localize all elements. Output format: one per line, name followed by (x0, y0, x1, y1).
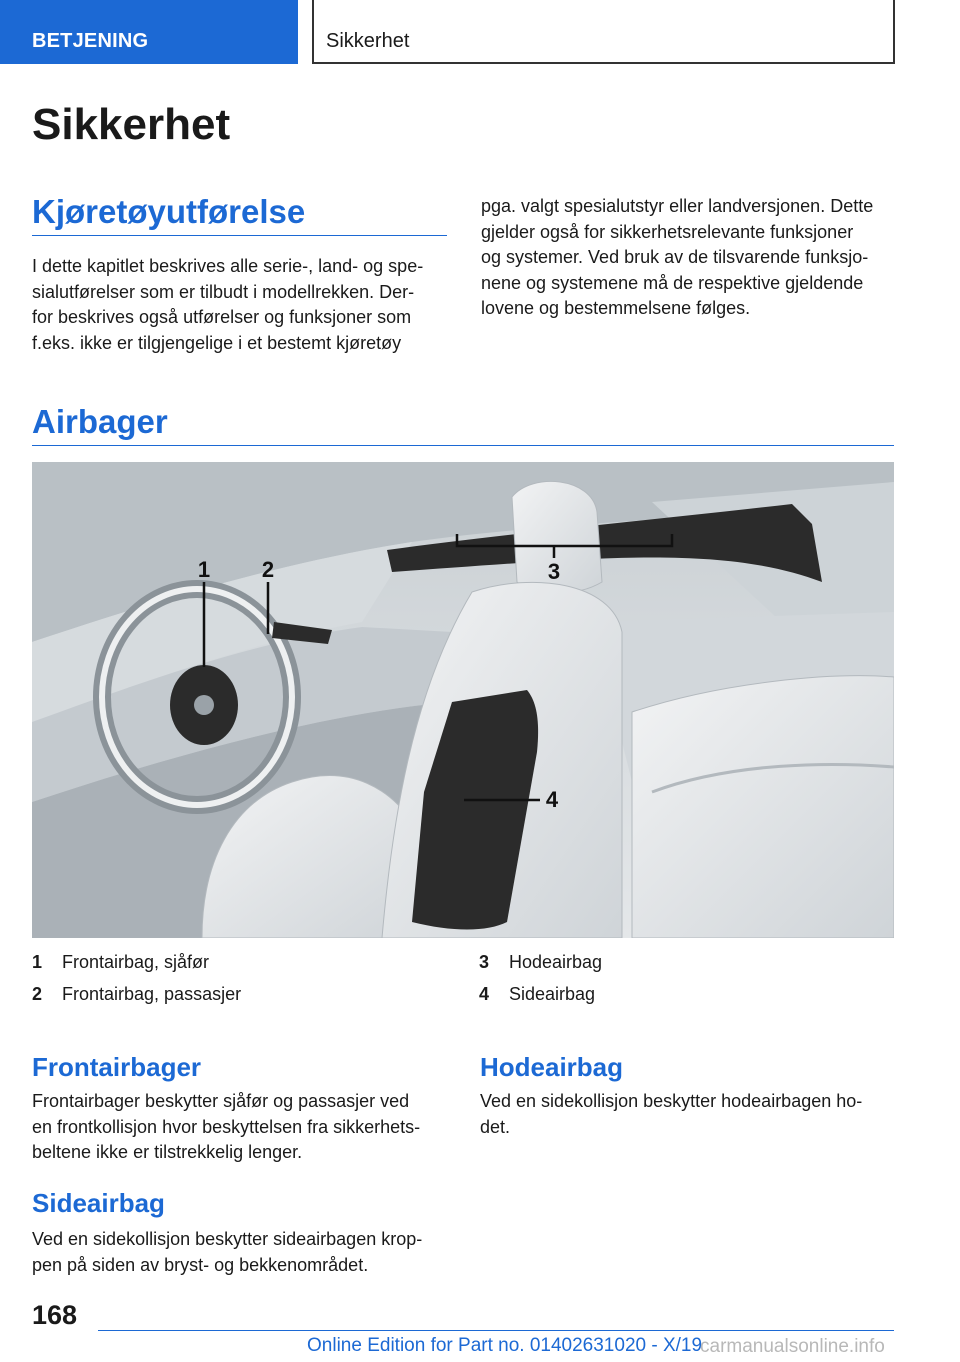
legend-left (32, 951, 452, 1011)
text-line: pga. valgt spesialutstyr eller landversjonen. Dette (481, 196, 874, 216)
callout-4: 4 (545, 787, 559, 812)
footer-rule (98, 1330, 894, 1331)
callout-2: 2 (261, 557, 275, 582)
text-line: Ved en sidekollisjon beskytter sideairbagen krop- (32, 1229, 423, 1249)
text-line: en frontkollisjon hvor beskyttelsen fra sikkerhets- (32, 1116, 421, 1137)
airbags-heading: Airbager (32, 403, 168, 440)
legend-label: Frontairbag, passasjer (62, 984, 242, 1004)
text-line: nene og systemene må de respektive gjeldende (481, 272, 864, 293)
legend-item (32, 983, 452, 1005)
watermark: carmanualsonline.info (700, 1336, 885, 1357)
text-line: beltene ikke er tilstrekkelig lenger. (32, 1142, 303, 1162)
vehicle-design-text-left (32, 254, 452, 356)
text-line: Ved en sidekollisjon beskytter hodeairbagen ho- (480, 1091, 863, 1111)
head-airbag-text (480, 1089, 900, 1140)
airbags-rule (32, 445, 894, 446)
legend-label: Frontairbag, sjåfør (62, 952, 210, 972)
side-airbag-text (32, 1227, 452, 1278)
text-line: I dette kapitlet beskrives alle serie-, land- og spe- (32, 256, 424, 276)
legend-item (479, 951, 899, 973)
page-title: Sikkerhet (32, 100, 231, 149)
vehicle-design-text-right (481, 194, 901, 322)
legend-number: 1 (32, 952, 43, 972)
airbag-interior-illustration (32, 462, 894, 938)
text-line: pen på siden av bryst- og bekkenområdet. (32, 1254, 369, 1275)
text-line: det. (480, 1116, 511, 1137)
legend-number: 3 (479, 952, 490, 972)
legend-label: Sideairbag (509, 984, 596, 1004)
edition-text: Online Edition for Part no. 01402631020 - X/19 (307, 1335, 703, 1356)
legend-item (479, 983, 899, 1005)
vehicle-design-heading: Kjøretøyutførelse (32, 193, 306, 230)
legend-item (32, 951, 452, 973)
callout-3: 3 (547, 559, 561, 584)
text-line: for beskrives også utførelser og funksjoner som (32, 307, 412, 327)
heading-rule (32, 235, 447, 236)
legend-number: 4 (479, 984, 490, 1004)
text-line: f.eks. ikke er tilgjengelige i et bestemt kjøretøy (32, 332, 402, 353)
callout-1: 1 (197, 557, 211, 582)
text-line: og systemer. Ved bruk av de tilsvarende funksjo- (481, 247, 869, 267)
chapter-tab[interactable]: Sikkerhet (312, 0, 895, 64)
section-tab[interactable]: BETJENING (0, 0, 298, 64)
legend-right (479, 951, 899, 1011)
head-airbag-heading: Hodeairbag (480, 1052, 624, 1082)
legend-number: 2 (32, 984, 43, 1004)
text-line: Frontairbager beskytter sjåfør og passasjer ved (32, 1091, 410, 1111)
legend-label: Hodeairbag (509, 952, 603, 972)
side-airbag-heading: Sideairbag (32, 1188, 165, 1218)
page-number: 168 (32, 1300, 78, 1330)
front-airbags-text (32, 1089, 452, 1166)
text-line: gjelder også for sikkerhetsrelevante funksjoner (481, 221, 854, 242)
text-line: sialutførelser som er tilbudt i modellrekken. Der- (32, 281, 415, 302)
text-line: lovene og bestemmelsene følges. (481, 298, 751, 318)
front-airbags-heading: Frontairbager (32, 1052, 202, 1082)
